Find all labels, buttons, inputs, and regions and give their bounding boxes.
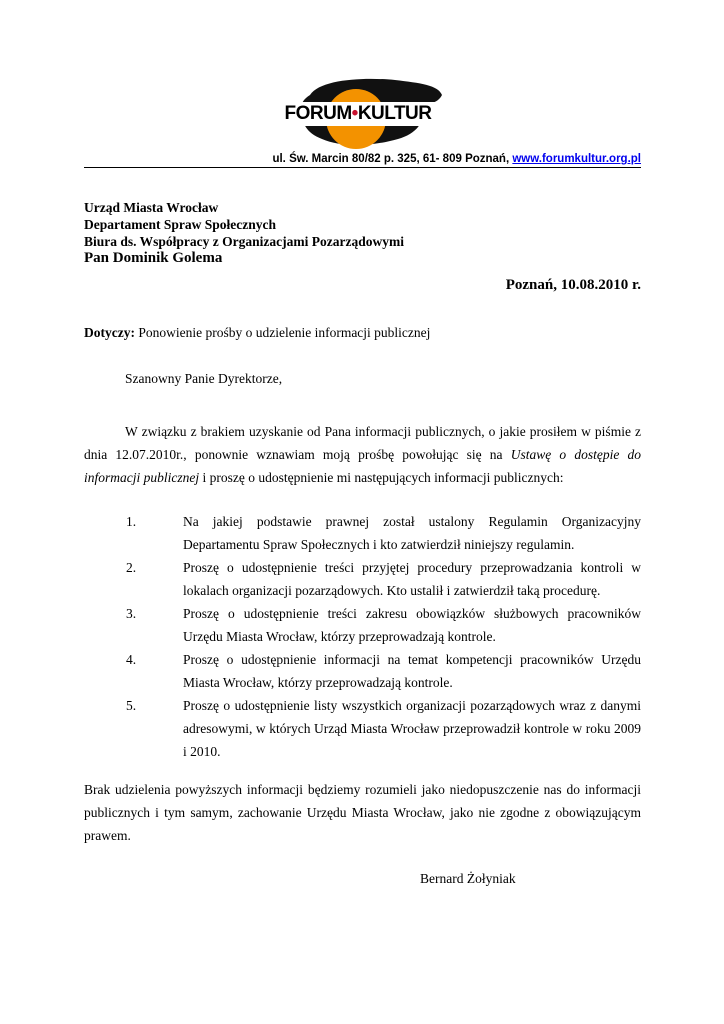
intro-paragraph: W związku z brakiem uzyskanie od Pana informacji publicznych, o jakie prosiłem w piśmie z dnia 12.07.2010r., ponownie wznawiam moją prośbę powołując się na Ustawę o dostępie do informacji publicznej i proszę o udostępnienie mi następujących informacji publicznych:	[84, 424, 641, 485]
list-item-number: 3.	[126, 606, 137, 621]
list-item-text: Na jakiej podstawie prawnej został ustalony Regulamin Organizacyjny Departamentu Spraw Społecznych i kto zatwierdził niniejszy regulamin.	[183, 514, 641, 552]
letter-date: Poznań, 10.08.2010 r.	[505, 277, 641, 293]
list-item-number: 1.	[126, 514, 137, 529]
signature: Bernard Żołyniak	[420, 871, 516, 886]
list-item-text: Proszę o udostępnienie treści przyjętej procedury przeprowadzania kontroli w lokalach organizacji pozarządowych. Kto ustalił i zatwierdził taką procedurę.	[183, 560, 641, 598]
recipient-block	[84, 199, 404, 267]
list-item	[84, 556, 641, 602]
recipient-line: Urząd Miasta Wrocław	[84, 200, 219, 215]
list-item-text: Proszę o udostępnienie treści zakresu obowiązków służbowych pracowników Urzędu Miasta Wrocław, którzy przeprowadzają kontrole.	[183, 606, 641, 644]
list-item	[84, 510, 641, 556]
recipient-name: Pan Dominik Golema	[84, 250, 223, 266]
list-item-number: 4.	[126, 652, 137, 667]
forum-kultur-logo	[270, 75, 446, 151]
list-item-number: 2.	[126, 560, 137, 575]
list-item-text: Proszę o udostępnienie informacji na temat kompetencji pracowników Urzędu Miasta Wrocław, którzy przeprowadzają kontrole.	[183, 652, 641, 690]
list-item	[84, 694, 641, 763]
list-item-number: 5.	[126, 698, 137, 713]
recipient-line: Departament Spraw Społecznych	[84, 217, 276, 232]
header-divider	[84, 167, 641, 168]
list-item-text: Proszę o udostępnienie listy wszystkich organizacji pozarządowych wraz z danymi adresowymi, w których Urząd Miasta Wrocław przeprowadził kontrole w roku 2009 i 2010.	[183, 698, 641, 759]
request-list	[84, 510, 641, 763]
subject-line: Dotyczy: Ponowienie prośby o udzielenie informacji publicznej	[84, 325, 431, 340]
greeting: Szanowny Panie Dyrektorze,	[125, 371, 283, 386]
recipient-line: Biura ds. Współpracy z Organizacjami Pozarządowymi	[84, 234, 404, 249]
logo-wordmark: FORUM•KULTUR	[284, 103, 432, 124]
list-item	[84, 602, 641, 648]
website-link[interactable]: www.forumkultur.org.pl	[512, 153, 641, 165]
list-item	[84, 648, 641, 694]
header-address: ul. Św. Marcin 80/82 p. 325, 61- 809 Poznań, www.forumkultur.org.pl	[272, 153, 641, 165]
closing-paragraph: Brak udzielenia powyższych informacji będziemy rozumieli jako niedopuszczenie nas do informacji publicznych i tym samym, zachowanie Urzędu Miasta Wrocław, jako nie zgodne z obowiązującym prawem.	[84, 782, 641, 843]
